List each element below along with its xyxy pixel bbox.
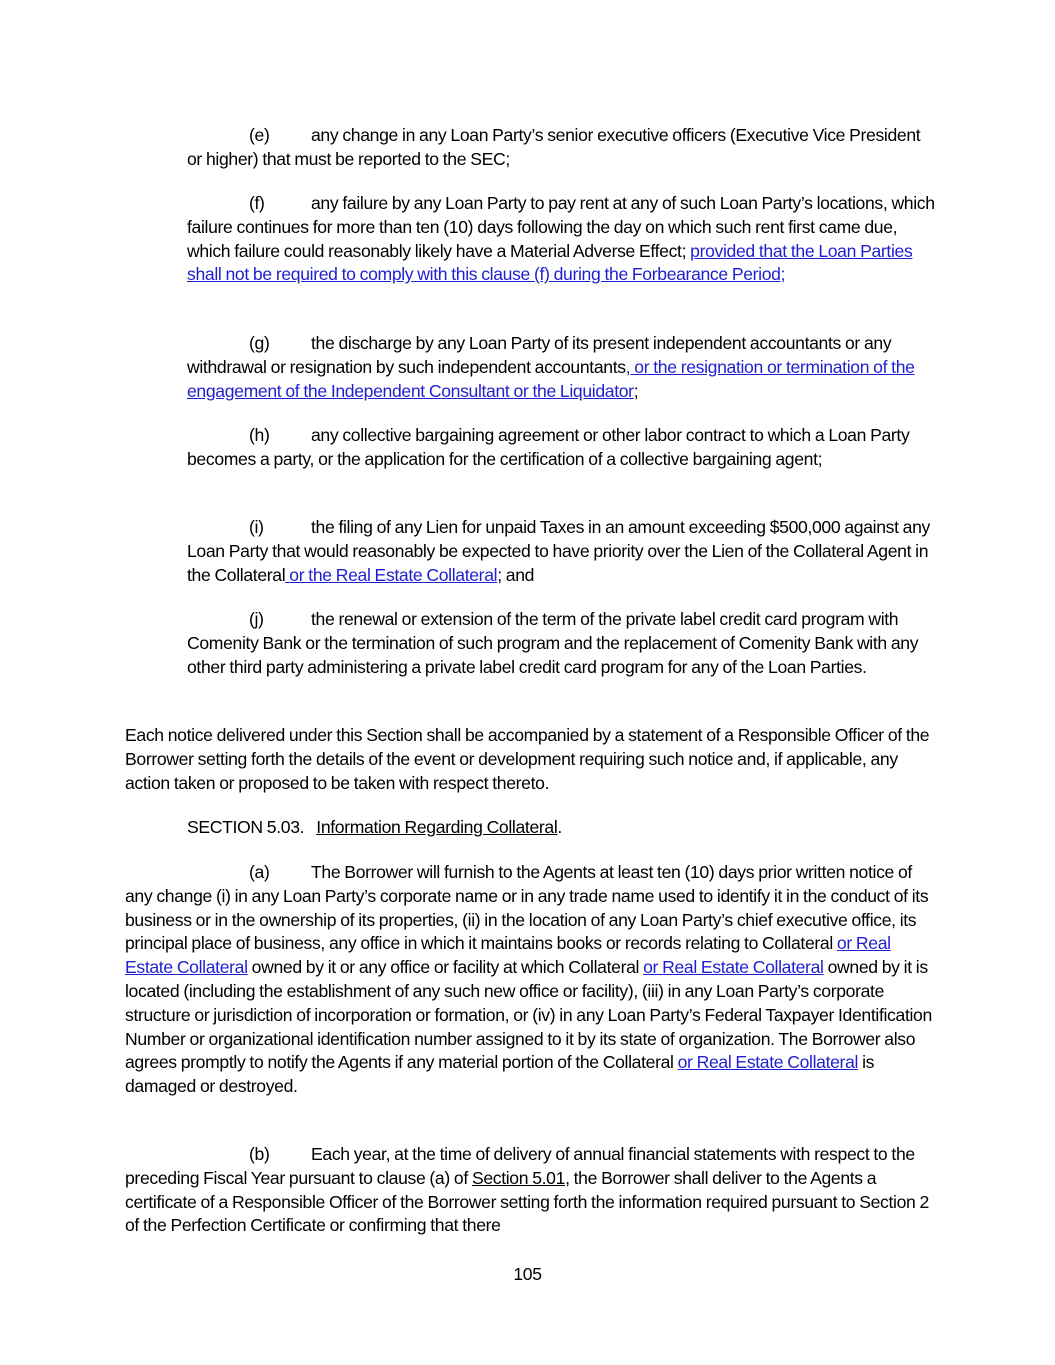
clause-tail: ; xyxy=(633,380,639,401)
paragraph-text: owned by it is located (including the establishment of any such new office or facility), (iii) in any Loan Party’s corporate structure or jurisdiction of incorporation or formation, or (iv) in any Loan Party’s Federal Taxpayer Identification Number or organizational identification number assigned to it by its state of organization. The Borrower also agrees promptly to notify the Agents if any material portion of the Collateral xyxy=(125,957,932,1073)
clause-f xyxy=(187,192,937,287)
notice-paragraph: Each notice delivered under this Section shall be accompanied by a statement of a Responsible Officer of the Borrower setting forth the details of the event or development requiring such notice and, if applicable, any action taken or proposed to be taken with respect thereto. xyxy=(125,725,930,793)
inserted-text[interactable]: or Real Estate Collateral xyxy=(643,957,824,978)
clause-h xyxy=(187,424,937,472)
paragraph-b xyxy=(125,1143,937,1238)
clause-i xyxy=(187,516,937,587)
inserted-text[interactable]: or Real Estate Collateral xyxy=(677,1052,859,1073)
inserted-text[interactable]: or Real Estate Collateral xyxy=(125,933,891,978)
paragraph-text: Each year, at the time of delivery of annual financial statements with respect to the preceding Fiscal Year pursuant to clause (a) of xyxy=(125,1144,915,1188)
clause-text: the renewal or extension of the term of the private label credit card program with Comenity Bank or the termination of such program and the replacement of Comenity Bank with any other third party administering a private label credit card program for any of the Loan Parties. xyxy=(187,609,919,677)
paragraph-text: The Borrower will furnish to the Agents at least ten (10) days prior written notice of any change (i) in any Loan Party’s corporate name or in any trade name used to identify it in the conduct of its business or in the ownership of its properties, (ii) in the location of any Loan Party’s chief executive office, its principal place of business, any office in which it maintains books or records relating to Collateral xyxy=(125,862,929,954)
page-number: 105 xyxy=(513,1264,542,1284)
clause-number: (g) xyxy=(249,333,270,353)
inserted-text[interactable]: or the Real Estate Collateral xyxy=(285,564,498,585)
paragraph-text: is damaged or destroyed. xyxy=(125,1052,875,1097)
clause-text: the filing of any Lien for unpaid Taxes in an amount exceeding $500,000 against any Loan Party that would reasonably be expected to have priority over the Lien of the Collateral Agent in the Collateral xyxy=(187,517,930,585)
clause-number: (h) xyxy=(249,425,270,445)
clause-number: (a) xyxy=(249,862,270,882)
clause-text: any failure by any Loan Party to pay rent at any of such Loan Party’s locations, which failure continues for more than ten (10) days following the day on which such rent first came due, which failure could reasonably likely have a Material Adverse Effect; xyxy=(187,193,935,261)
paragraph-text: , the Borrower shall deliver to the Agents a certificate of a Responsible Officer of the Borrower setting forth the information required pursuant to Section 2 of the Perfection Certificate or confirming that there xyxy=(125,1167,929,1236)
clause-g xyxy=(187,332,937,403)
paragraph-a xyxy=(125,861,937,1099)
clause-text: any change in any Loan Party’s senior executive officers (Executive Vice President or higher) that must be reported to the SEC; xyxy=(187,125,921,169)
clause-number: (f) xyxy=(249,193,265,213)
clause-number: (e) xyxy=(249,125,270,145)
section-title: Information Regarding Collateral xyxy=(316,817,558,837)
inserted-text[interactable]: , or the resignation or termination of the engagement of the Independent Consultant or the Liquidator xyxy=(187,356,915,401)
section-reference-link[interactable]: Section 5.01 xyxy=(471,1167,566,1188)
paragraph-text: owned by it or any office or facility at which Collateral xyxy=(247,957,644,978)
clause-number: (j) xyxy=(249,609,264,629)
section-title-end: . xyxy=(557,817,562,837)
section-label: SECTION 5.03. xyxy=(187,817,305,837)
clause-number: (b) xyxy=(249,1144,270,1164)
inserted-text[interactable]: provided that the Loan Parties shall not be required to comply with this clause (f) during the Forbearance Period; xyxy=(187,240,913,285)
clause-tail: ; and xyxy=(497,564,535,585)
clause-text: the discharge by any Loan Party of its present independent accountants or any withdrawal or resignation by such independent accountants xyxy=(187,333,892,377)
clause-number: (i) xyxy=(249,517,264,537)
clause-j xyxy=(187,608,937,679)
clause-text: any collective bargaining agreement or other labor contract to which a Loan Party becomes a party, or the application for the certification of a collective bargaining agent; xyxy=(187,425,910,469)
clause-e xyxy=(187,124,937,172)
section-heading xyxy=(125,816,937,840)
